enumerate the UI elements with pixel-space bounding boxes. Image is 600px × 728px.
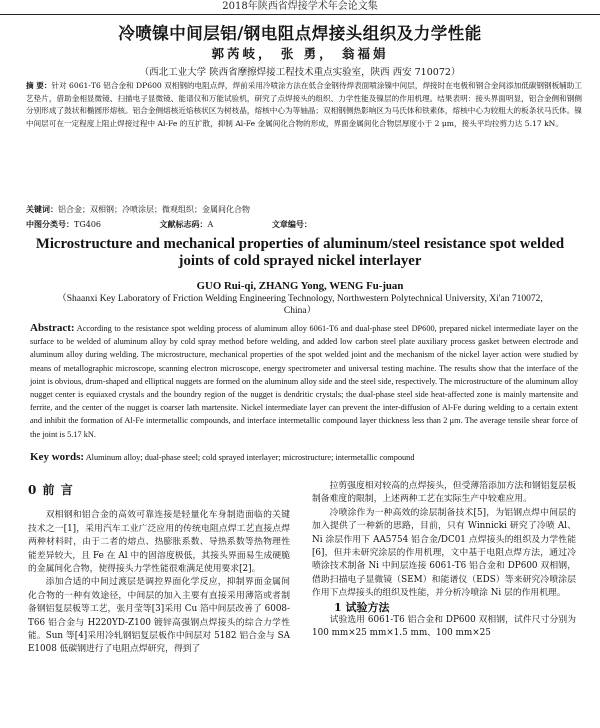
english-abstract-text: According to the resistance spot welding process of aluminum alloy 6061-T6 and dual-phase steel DP600, prepared nickel intermediate layer on the surface to be welded of aluminum alloy by cold spray method before welding, and added low carbon steel plate auxiliary process gasket between electrode and aluminum alloy during welding. The microstructure, mechanical properties of the spot welded joint and the mechanism of the nickel layer action were studied by means of metallographic microscope, scanning electron microscope, energy spectrometer and universal testing machine. The results show that the interface of the joint is obvious, drum-shaped and elliptical nuggets are formed on the aluminum alloy side and the steel side, respectively. The microstructure of the aluminum alloy nugget center is equiaxed crystals and the boundry region of the nugget is dendritic crystals; the dual-phase steel side heat-affected zone is mainly martensite and ferrite, and the center of the nugget is coarser lath martensite. Nickel intermediate layer can prevent the inter-diffusion of Al-Fe during welding to a certain extent and inhibit the formation of Al-Fe intermetallic compounds, and interface intermetallic compound layer thickness less than 2 μm. The average tensile shear force of the joint is 5.17 kN. [30,324,578,439]
intro-paragraph-4: 冷喷涂作为一种高效的涂层制备技术[5]，为铝钢点焊中间层的加入提供了一种新的思路，目前，只有 Winnicki 研究了冷喷 Al、Ni 涂层作用下 AA5754 铝合金/DC01 点焊接头的组织及力学性能[6]，但并未研究涂层的作用机理，文中基于电阻点焊方法，通过冷喷涂技术制备 Ni 中间层连接 6061-T6 铝合金和 DP600 双相钢，借助扫描电子显微镜（SEM）和能谱仪（EDS）等来研究冷喷涂层作用下点焊接头的组织及性能，并分析冷喷涂 Ni 层的作用机理。 [312,507,576,599]
body-right-column [312,480,576,641]
chinese-abstract-label: 摘 要： [26,81,52,90]
chinese-keywords-label: 关键词： [26,204,58,214]
english-keywords-text: Aluminum alloy; dual-phase steel; cold sprayed interlayer; microstructure; intermetallic compound [84,453,415,462]
intro-paragraph-1: 双相钢和铝合金的高效可靠连接是轻量化车身制造面临的关键技术之一[1]，采用汽车工业广泛应用的传统电阻点焊工艺直接点焊两种材料时，由于二者的熔点、热膨胀系数、导热系数等热物理性能差异较大，且 Fe 在 Al 中的固溶度极低，其接头界面易生成硬脆的金属间化合物，使得接头力学性能很难满足使用要求[2]。 [28,510,290,575]
english-keywords [30,451,578,463]
classification-line [26,219,582,230]
english-abstract [30,322,578,441]
intro-paragraph-2: 添加合适的中间过渡层是调控界面化学反应，抑制界面金属间化合物的一种有效途径，中间层的加入主要有直接采用薄箔或者制备钢铝复层板等工艺，张月莹等[3]采用 Cu 箔中间层改善了 6008-T66 铝合金与 H220YD-Z100 镀锌高强钢点焊接头的综合力学性能。Sun 等[4]采用冷轧钢铝复层板作中间层对 5182 铝合金与 SAE1008 低碳钢进行了电阻点焊研究，得到了 [28,577,290,655]
chinese-abstract [26,80,582,130]
clc-value: TG406 [74,220,101,229]
article-no-label: 文章编号： [271,219,312,229]
chinese-authors: 郭芮岐， 张 勇， 翁福娟 [211,46,389,61]
english-affiliation: （Shaanxi Key Laboratory of Friction Welding Engineering Technology, Northwestern Polytechnical University, Xi'an 710072, China） [57,294,543,316]
doc-code-value: A [207,220,214,229]
chinese-title: 冷喷镍中间层铝/钢电阻点焊接头组织及力学性能 [118,24,482,43]
english-title: Microstructure and mechanical properties of aluminum/steel resistance spot welded joints of cold sprayed nickel interlayer [35,236,565,269]
english-keywords-label: Key words: [30,451,85,463]
section-1-heading: 1 试验方法 [334,600,390,614]
body-left-column [28,480,290,657]
method-paragraph-1: 试验选用 6061-T6 铝合金和 DP600 双相钢，试件尺寸分别为 100 mm×25 mm×1.5 mm、100 mm×25 [312,615,576,639]
clc-label: 中图分类号： [26,219,74,229]
running-header: 2018年陕西省焊接学术年会论文集 [0,0,600,15]
chinese-keywords [26,204,582,215]
chinese-keywords-text: 铝合金；双相钢；冷喷涂层；微观组织；金属间化合物 [58,205,250,214]
english-authors: GUO Rui-qi, ZHANG Yong, WENG Fu-juan [196,280,404,292]
doc-code-label: 文献标志码： [159,219,208,229]
section-0-heading: 0 前 言 [28,483,74,497]
intro-paragraph-3: 拉剪强度相对较高的点焊接头，但受薄箔添加方法和钢铝复层板制备难度的限制，上述两种工艺在实际生产中较难应用。 [312,481,576,505]
chinese-abstract-text: 针对 6061-T6 铝合金和 DP600 双相钢的电阻点焊，焊前采用冷喷涂方法在低合金钢待焊表面喷涂镍中间层，焊接时在电极和钢合金间添加低碳钢钢板辅助工艺垫片，借助金相显微镜、扫描电子显微镜、能谱仪和万能试验机，研究了点焊接头的组织、力学性能及镍层的作用机理。结果表明：接头界面明显，铝合金侧和钢侧分别形成了鼓状和椭圆形熔核。铝合金侧熔核近焰核状区为树枝晶，熔核中心为等轴晶；双相钢侧热影响区为马氏体和铁素体，熔核中心为较粗大的板条状马氏体。镍中间层可在一定程度上阻止焊接过程中 Al-Fe 的互扩散，抑制 Al-Fe 金属间化合物的形成，界面金属间化合物层厚度小于 2 μm，接头平均拉剪力达 5.17 kN。 [26,81,582,128]
chinese-affiliation: （西北工业大学 陕西省摩擦焊接工程技术重点实验室，陕西 西安 710072） [139,67,461,78]
english-abstract-label: Abstract: [30,322,75,334]
